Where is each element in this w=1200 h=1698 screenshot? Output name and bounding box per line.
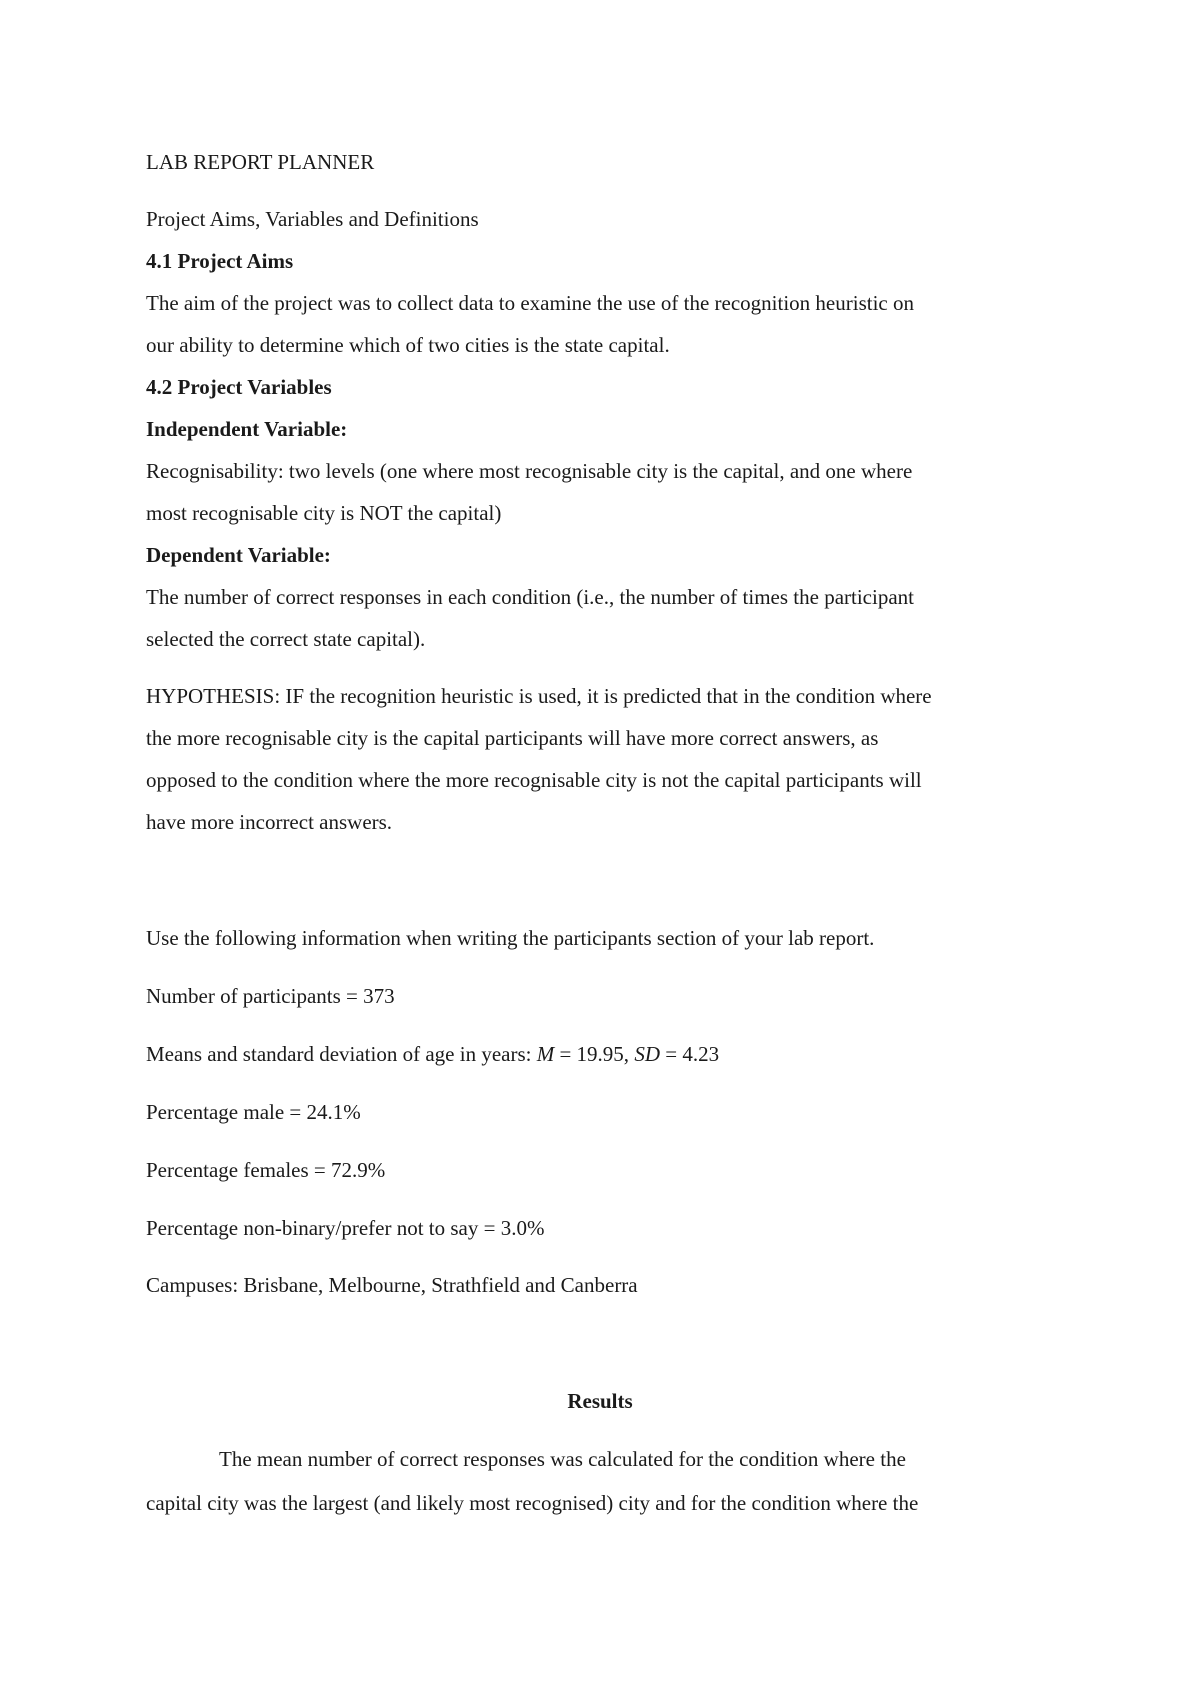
participants-age xyxy=(146,1044,719,1065)
participants-female: Percentage females = 72.9% xyxy=(146,1158,386,1182)
age-prefix: Means and standard deviation of age in years: xyxy=(146,1042,537,1066)
age-mean-label: M xyxy=(536,1042,555,1066)
participants-male: Percentage male = 24.1% xyxy=(146,1100,361,1124)
hypothesis-line: HYPOTHESIS: IF the recognition heuristic is used, it is predicted that in the condition where xyxy=(146,684,932,708)
age-mean-value: = 19.95, xyxy=(554,1042,635,1066)
results-heading: Results xyxy=(567,1389,633,1413)
independent-variable-line: Recognisability: two levels (one where most recognisable city is the capital, and one where xyxy=(146,459,913,483)
participants-number: Number of participants = 373 xyxy=(146,984,395,1008)
hypothesis-line: have more incorrect answers. xyxy=(146,810,393,834)
participants-campuses: Campuses: Brisbane, Melbourne, Strathfield and Canberra xyxy=(146,1273,638,1297)
independent-variable-heading: Independent Variable: xyxy=(146,417,348,441)
aims-line: The aim of the project was to collect data to examine the use of the recognition heuristic on xyxy=(146,291,914,315)
hypothesis-line: the more recognisable city is the capital participants will have more correct answers, as xyxy=(146,726,879,750)
results-line: The mean number of correct responses was calculated for the condition where the xyxy=(219,1447,906,1471)
aims-heading: 4.1 Project Aims xyxy=(146,249,294,273)
participants-intro: Use the following information when writing the participants section of your lab report. xyxy=(146,926,875,950)
independent-variable-line: most recognisable city is NOT the capital) xyxy=(146,501,502,525)
aims-line: our ability to determine which of two cities is the state capital. xyxy=(146,333,670,357)
dependent-variable-line: selected the correct state capital). xyxy=(146,627,426,651)
age-sd-label: SD xyxy=(634,1042,660,1066)
participants-nonbinary: Percentage non-binary/prefer not to say = 3.0% xyxy=(146,1216,545,1240)
hypothesis-line: opposed to the condition where the more recognisable city is not the capital participants will xyxy=(146,768,922,792)
dependent-variable-heading: Dependent Variable: xyxy=(146,543,331,567)
document-subtitle: Project Aims, Variables and Definitions xyxy=(146,207,479,231)
dependent-variable-line: The number of correct responses in each condition (i.e., the number of times the participant xyxy=(146,585,914,609)
document-title: LAB REPORT PLANNER xyxy=(146,150,375,174)
variables-heading: 4.2 Project Variables xyxy=(146,375,332,399)
results-line: capital city was the largest (and likely most recognised) city and for the condition where the xyxy=(146,1491,919,1515)
age-sd-value: = 4.23 xyxy=(659,1042,720,1066)
